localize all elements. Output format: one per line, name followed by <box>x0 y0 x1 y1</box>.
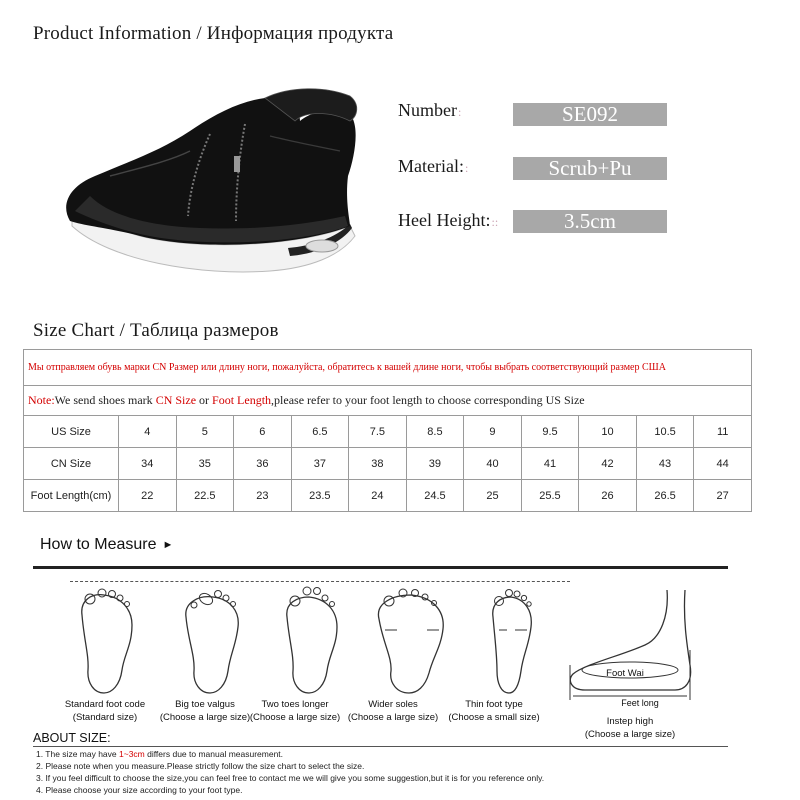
spec-value-material: Scrub+Pu <box>513 157 667 180</box>
table-cell: 8.5 <box>406 416 464 448</box>
table-cell: 27 <box>694 480 752 512</box>
table-cell: 22.5 <box>176 480 234 512</box>
note-en-row <box>24 386 752 416</box>
table-cell: 9 <box>464 416 522 448</box>
table-row <box>24 480 752 512</box>
size-chart-table <box>23 349 752 512</box>
dashed-guide-line <box>70 581 570 582</box>
table-cell: 35 <box>176 448 234 480</box>
table-cell: 40 <box>464 448 522 480</box>
about-size-title: ABOUT SIZE: <box>33 731 111 745</box>
row-label: Foot Length(cm) <box>24 480 119 512</box>
foot-outline-icon <box>257 585 367 695</box>
foot-caption: Thin foot type (Choose a small size) <box>448 699 540 723</box>
table-cell: 36 <box>234 448 292 480</box>
shoe-image <box>50 76 370 286</box>
size-chart-title: Size Chart / Таблица размеров <box>33 320 279 341</box>
table-cell: 5 <box>176 416 234 448</box>
table-cell: 37 <box>291 448 349 480</box>
table-cell: 6.5 <box>291 416 349 448</box>
foot-outline-icon <box>52 585 162 695</box>
row-label: US Size <box>24 416 119 448</box>
table-cell: 25.5 <box>521 480 579 512</box>
table-cell: 24 <box>349 480 407 512</box>
about-item: 3. If you feel difficult to choose the size,you can feel free to contact me we will give you some suggestion,but it is for you reference only. <box>36 773 545 783</box>
table-cell: 22 <box>119 480 177 512</box>
table-row <box>24 448 752 480</box>
table-cell: 43 <box>636 448 694 480</box>
how-to-measure-title: How to Measure ► <box>40 536 174 553</box>
table-cell: 4 <box>119 416 177 448</box>
table-cell: 25 <box>464 480 522 512</box>
product-info-title: Product Information / Информация продукта <box>33 23 394 44</box>
table-cell: 6 <box>234 416 292 448</box>
table-cell: 24.5 <box>406 480 464 512</box>
table-cell: 9.5 <box>521 416 579 448</box>
about-item: 1. The size may have 1~3cm differs due to manual measurement. <box>36 749 284 759</box>
spec-value-number: SE092 <box>513 103 667 126</box>
foot-side-icon <box>565 590 705 710</box>
about-divider <box>33 746 728 747</box>
table-cell: 39 <box>406 448 464 480</box>
foot-caption: Instep high (Choose a large size) <box>584 716 676 740</box>
table-cell: 23.5 <box>291 480 349 512</box>
table-cell: 7.5 <box>349 416 407 448</box>
foot-outline-icon <box>158 585 268 695</box>
foot-wai-label: Foot Wai <box>606 668 644 679</box>
table-cell: 10.5 <box>636 416 694 448</box>
table-cell: 38 <box>349 448 407 480</box>
spec-label-number: Number: <box>398 100 462 120</box>
table-cell: 26 <box>579 480 637 512</box>
spec-value-heel-height: 3.5cm <box>513 210 667 233</box>
table-cell: 11 <box>694 416 752 448</box>
note-ru-row <box>24 350 752 386</box>
foot-outline-icon <box>457 585 567 695</box>
table-cell: 34 <box>119 448 177 480</box>
foot-caption: Standard foot code (Standard size) <box>64 699 146 723</box>
arrow-right-icon: ► <box>162 539 174 551</box>
table-cell: 26.5 <box>636 480 694 512</box>
table-cell: 23 <box>234 480 292 512</box>
note-ru: Мы отправляем обувь марки CN Размер или длину ноги, пожалуйста, обратитесь к вашей длине ноги, чтобы выбрать соответствующий размер США <box>24 350 752 386</box>
section-divider <box>33 566 728 569</box>
table-cell: 42 <box>579 448 637 480</box>
about-item: 2. Please note when you measure.Please strictly follow the size chart to select the size. <box>36 761 365 771</box>
spec-label-heel-height: Heel Height::: <box>398 210 499 230</box>
feet-long-label: Feet long <box>621 698 659 708</box>
foot-caption: Big toe valgus (Choose a large size) <box>159 699 251 723</box>
spec-label-material: Material:: <box>398 156 469 176</box>
note-en: Note:We send shoes mark CN Size or Foot Length,please refer to your foot length to choose corresponding US Size <box>24 386 752 416</box>
foot-caption: Wider soles (Choose a large size) <box>347 699 439 723</box>
table-cell: 10 <box>579 416 637 448</box>
about-item: 4. Please choose your size according to your foot type. <box>36 785 243 795</box>
foot-outline-icon <box>357 585 467 695</box>
table-cell: 44 <box>694 448 752 480</box>
table-cell: 41 <box>521 448 579 480</box>
row-label: CN Size <box>24 448 119 480</box>
foot-caption: Two toes longer (Choose a large size) <box>249 699 341 723</box>
table-row <box>24 416 752 448</box>
